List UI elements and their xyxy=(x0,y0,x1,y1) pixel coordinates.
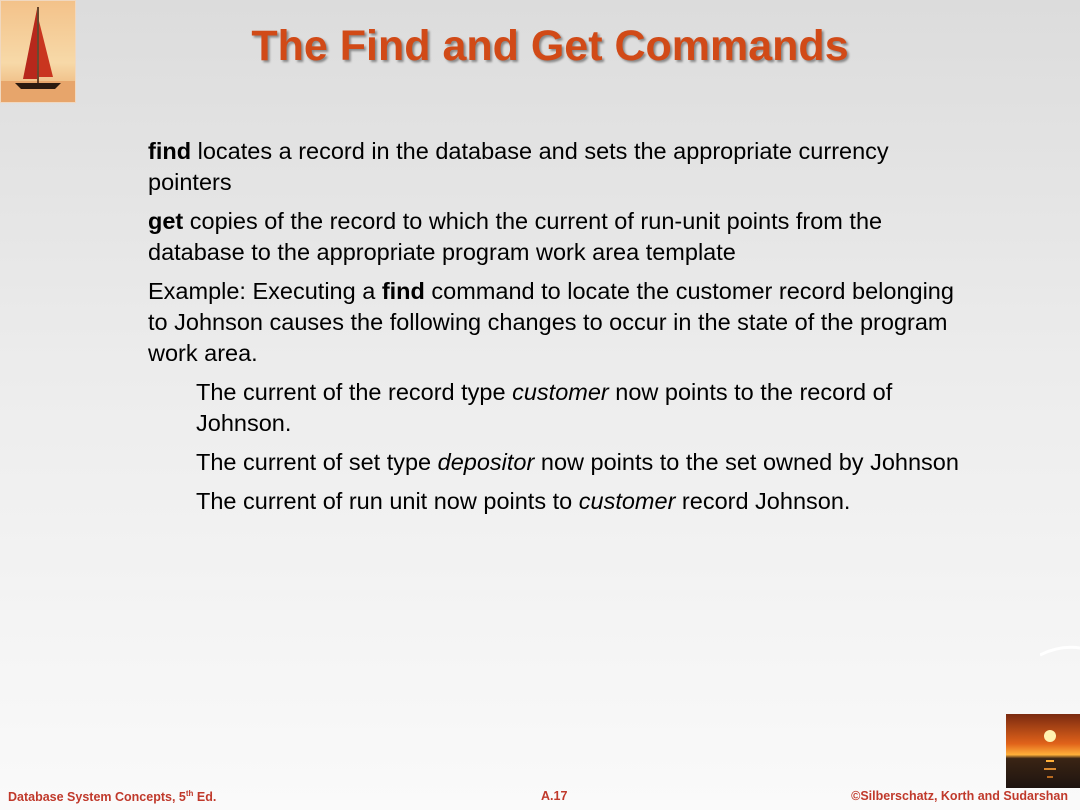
footer-copyright: ©Silberschatz, Korth and Sudarshan xyxy=(851,789,1068,803)
sailboat-logo xyxy=(0,0,76,103)
sub-item-text: record Johnson. xyxy=(675,488,851,514)
footer-page-number: A.17 xyxy=(541,789,568,803)
footer-text: Ed. xyxy=(193,790,217,805)
paragraph-text: Example: Executing a xyxy=(148,278,382,304)
sub-item-text: The current of run unit now points to xyxy=(196,488,579,514)
decorative-swoosh xyxy=(1040,640,1080,670)
paragraph-text: copies of the record to which the current of run-unit points from the database to the appropriate program work area template xyxy=(148,208,883,265)
sub-item-text: The current of set type xyxy=(196,449,438,475)
keyword-get: get xyxy=(148,208,184,234)
footer-text: Database System Concepts, 5 xyxy=(8,790,186,805)
keyword-find: find xyxy=(381,278,425,304)
slide-title: The Find and Get Commands xyxy=(251,22,849,70)
footer-superscript: th xyxy=(185,789,194,798)
sub-item-text: now points to the record of Johnson. xyxy=(196,379,893,436)
paragraph-text: locates a record in the database and sets the appropriate currency pointers xyxy=(148,138,889,195)
slide-body xyxy=(148,136,978,525)
paragraph-get xyxy=(148,206,978,268)
sub-item-text: The current of the record type xyxy=(196,379,513,405)
italic-term: customer xyxy=(578,488,676,514)
italic-term: customer xyxy=(512,379,609,405)
paragraph-find xyxy=(148,136,978,198)
sub-item-record-type xyxy=(196,377,978,439)
italic-term: depositor xyxy=(437,449,535,475)
sub-item-text: now points to the set owned by Johnson xyxy=(534,449,959,475)
paragraph-text: command to locate the customer record belonging to Johnson causes the following changes to occur in the state of the program work area. xyxy=(148,278,954,366)
footer-book-title xyxy=(8,789,216,804)
sunset-logo xyxy=(1006,714,1080,788)
keyword-find: find xyxy=(148,138,192,164)
paragraph-example xyxy=(148,276,978,369)
sub-item-set-type xyxy=(196,447,978,478)
sub-item-run-unit xyxy=(196,486,978,517)
